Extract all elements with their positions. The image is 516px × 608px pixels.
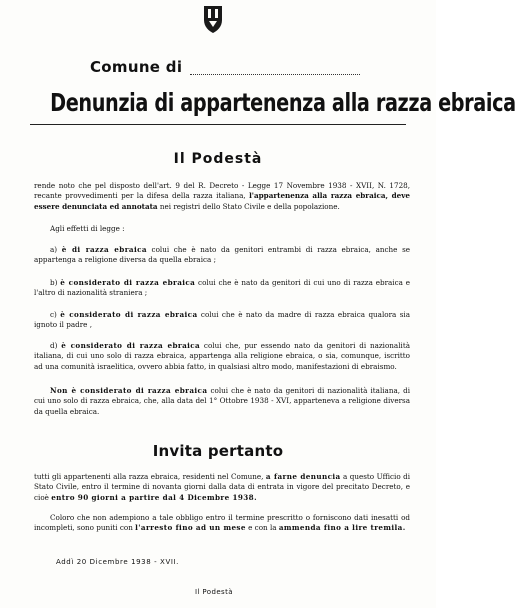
clause-b-prefix: b)	[50, 278, 61, 287]
not-considered-emphasis: Non è considerato di razza ebraica	[50, 386, 208, 395]
intro-emphasis: l'appartenenza alla razza ebraica, deve essere denunciata ed annotata	[34, 191, 410, 211]
authority-heading: Il Podestà	[173, 151, 263, 167]
clause-a-emphasis: è di razza ebraica	[61, 245, 147, 254]
title-divider	[30, 124, 406, 125]
clause-b-text: colui che è nato da genitori di cui uno di razza ebraica e l'altro di nazionalità straniera ;	[34, 278, 410, 298]
penalty-emphasis-2: ammenda fino a lire tremila.	[278, 523, 406, 533]
comune-label: Comune di	[90, 58, 183, 76]
intro-text-2: nei registri dello Stato Civile e della popolazione.	[157, 201, 340, 211]
invite-text-1: tutti gli appartenenti alla razza ebraica, residenti nel Comune,	[34, 472, 266, 481]
invite-emphasis-1: a farne denuncia	[265, 472, 341, 481]
signature-label: Il Podestà	[195, 588, 233, 596]
penalty-paragraph	[34, 513, 410, 534]
clause-c-text: colui che è nato da madre di razza ebraica qualora sia ignoto il padre ,	[34, 310, 410, 330]
date-line: Addì 20 Dicembre 1938 - XVII.	[56, 558, 179, 566]
penalty-text-2: e con la	[245, 523, 279, 533]
effects-label: Agli effetti di legge :	[50, 224, 125, 233]
clause-c	[34, 310, 410, 331]
invite-heading: Invita pertanto	[152, 442, 284, 460]
invite-paragraph	[34, 472, 410, 503]
not-considered-paragraph	[34, 386, 410, 417]
comune-name-blank	[190, 74, 360, 75]
intro-paragraph	[34, 181, 410, 212]
clause-b-emphasis: è considerato di razza ebraica	[60, 278, 196, 287]
coat-of-arms-icon	[202, 4, 224, 34]
clause-c-emphasis: è considerato di razza ebraica	[60, 310, 198, 319]
penalty-text-1: Coloro che non adempiono a tale obbligo entro il termine prescritto o forniscono dati inesatti od incompleti, sono puniti con	[34, 513, 410, 533]
not-considered-text: colui che è nato da genitori di nazionalità italiana, di cui uno solo di razza ebraica, che, alla data del 1° Ottobre 1938 - XVI, apparteneva a religione diversa da quella ebraica.	[34, 386, 410, 416]
clause-d	[34, 341, 410, 372]
clause-b	[34, 278, 410, 299]
clause-a-prefix: a)	[50, 245, 62, 254]
clause-a	[34, 245, 410, 266]
invite-text-2: a questo Ufficio di Stato Civile, entro il termine di novanta giorni dalla data di entrata in vigore del precitato Decreto, e cioè	[34, 472, 411, 502]
invite-emphasis-2: entro 90 giorni a partire dal 4 Dicembre 1938.	[51, 492, 257, 502]
clause-a-text: colui che è nato da genitori entrambi di razza ebraica, anche se appartenga a religione diversa da quella ebraica ;	[34, 245, 411, 265]
page-title: Denunzia di appartenenza alla razza ebraica	[50, 88, 516, 117]
penalty-emphasis-1: l'arresto fino ad un mese	[135, 523, 246, 533]
intro-text-1: rende noto che pel disposto dell'art. 9 del R. Decreto - Legge 17 Novembre 1938 - XVII, N. 1728, recante provvedimenti per la difesa della razza italiana,	[34, 181, 410, 201]
clause-d-text: colui che, pur essendo nato da genitori di nazionalità italiana, di cui uno solo di razza ebraica, appartenga alla religione ebraica, o sia, comunque, iscritto ad una comunità israelitica, ovvero abbia fatto, in qualsiasi altro modo, manifestazioni di ebraismo.	[34, 341, 410, 371]
clause-c-prefix: c)	[50, 310, 61, 319]
clause-d-emphasis: è considerato di razza ebraica	[61, 341, 201, 350]
clause-d-prefix: d)	[50, 341, 62, 350]
